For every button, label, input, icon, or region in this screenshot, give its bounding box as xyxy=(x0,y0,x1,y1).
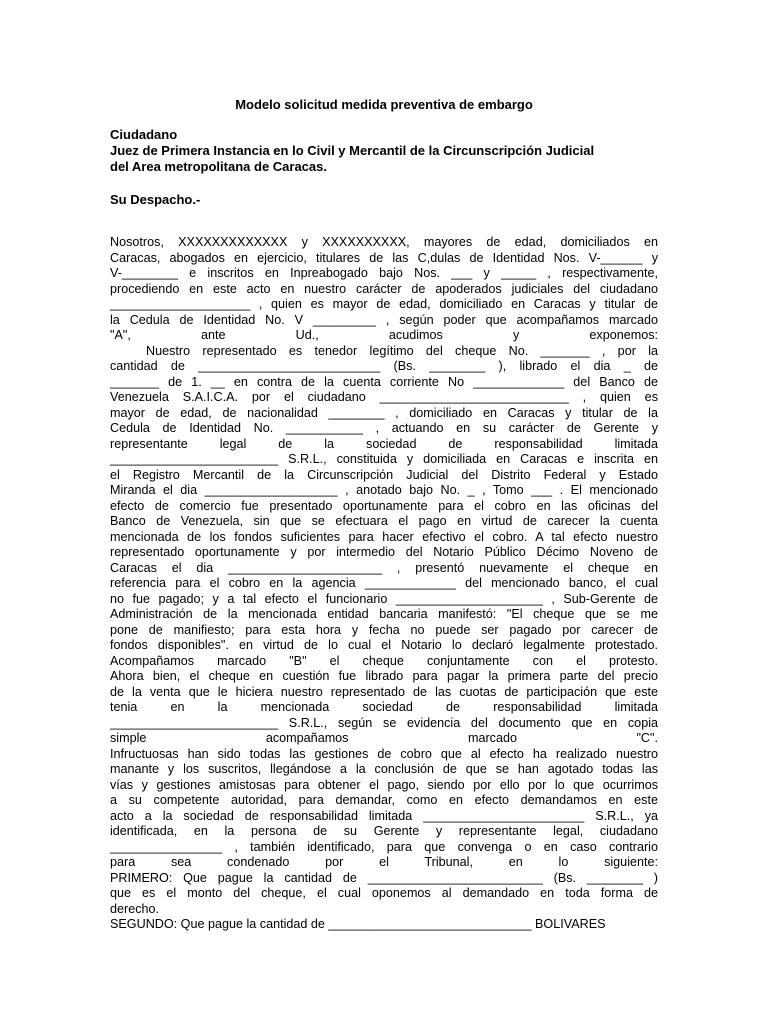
body-line: SEGUNDO: Que pague la cantidad de _____________________________ BOLIVARES xyxy=(110,917,606,931)
addressee-line: Juez de Primera Instancia en lo Civil y Mercantil de la Circunscripción Judicial xyxy=(110,143,595,158)
body-line: representado oportunamente y por intermedio del Notario Público Décimo Noveno de xyxy=(110,545,658,559)
body-line: de la venta que le hiciera nuestro representado de las cuotas de participación que este xyxy=(110,684,658,699)
body-line: que es el monto del cheque, el cual oponemos al demandado en toda forma de xyxy=(110,886,658,900)
body-line: el Registro Mercantil de la Circunscripción Judicial del Distrito Federal y Estado xyxy=(110,467,658,482)
body-line: PRIMERO: Que pague la cantidad de _________________________ (Bs. ________ ) xyxy=(110,870,658,885)
body-line: Infructuosas han sido todas las gestiones de cobro que al efecto ha realizado nuestro xyxy=(110,746,658,761)
body-line: V-________ e inscritos en Inpreabogado bajo Nos. ___ y _____ , respectivamente, xyxy=(110,266,658,280)
body-line: identificada, en la persona de su Gerente y representante legal, ciudadano xyxy=(110,824,658,838)
body-line: Cedula de Identidad No. ___________ , actuando en su carácter de Gerente y xyxy=(110,421,658,435)
body-line: ________________________ S.R.L., según se evidencia del documento que en copia xyxy=(110,715,658,730)
body-line: ____________________ , quien es mayor de edad, domiciliado en Caracas y titular de xyxy=(110,297,658,311)
body-line: referencia para el cobro en la agencia _____________ del mencionado banco, el cual xyxy=(110,576,658,590)
body-line: representante legal de la sociedad de responsabilidad limitada xyxy=(110,436,658,451)
body-line: vías y gestiones amistosas para obtener el pago, siendo por ello por lo que ocurrimos xyxy=(110,777,658,792)
addressee-line: del Area metropolitana de Caracas. xyxy=(110,159,327,174)
body-text xyxy=(110,235,658,933)
body-line: fondos disponibles". en virtud de lo cual el Notario lo declaró legalmente protestado. xyxy=(110,638,658,652)
body-line: efecto de comercio fue presentado oportunamente para el cobro en las oficinas del xyxy=(110,498,658,513)
body-line: "A", ante Ud., acudimos y exponemos: xyxy=(110,328,658,342)
body-line: tenia en la mencionada sociedad de responsabilidad limitada xyxy=(110,700,658,714)
body-line: pone de manifiesto; para esta hora y fecha no puede ser pagado por carecer de xyxy=(110,622,658,637)
body-line: Venezuela S.A.I.C.A. por el ciudadano ___________________________ , quien es xyxy=(110,390,658,404)
body-line: acto a la sociedad de responsabilidad limitada _______________________ S.R.L., ya xyxy=(110,808,658,823)
body-line: ________________________ S.R.L., constituida y domiciliada en Caracas e inscrita en xyxy=(110,452,658,466)
body-line: a su competente autoridad, para demandar, como en efecto demandamos en este xyxy=(110,793,658,807)
addressee-block xyxy=(110,127,658,175)
body-line: Caracas el dia ______________________ , presentó nuevamente el cheque en xyxy=(110,560,658,575)
body-line: ________________ , también identificado, para que convenga o en caso contrario xyxy=(110,839,658,854)
body-line: Nuestro representado es tenedor legítimo del cheque No. _______ , por la xyxy=(146,343,658,358)
body-line: procediendo en este acto en nuestro carácter de apoderados judiciales del ciudadano xyxy=(110,281,658,296)
body-line: Banco de Venezuela, sin que se efectuara el pago en virtud de carecer la cuenta xyxy=(110,514,658,528)
body-line: para sea condenado por el Tribunal, en lo siguiente: xyxy=(110,855,658,869)
body-line: mayor de edad, de nacionalidad ________ , domiciliado en Caracas y titular de la xyxy=(110,405,658,420)
addressee-line: Ciudadano xyxy=(110,127,178,142)
body-line: _______ de 1. __ en contra de la cuenta corriente No _____________ del Banco de xyxy=(110,374,658,389)
body-line: simple acompañamos marcado "C". xyxy=(110,731,658,745)
body-line: Nosotros, XXXXXXXXXXXXX y XXXXXXXXXX, mayores de edad, domiciliados en xyxy=(110,235,658,249)
body-line: derecho. xyxy=(110,901,160,916)
body-line: Miranda el dia ___________________ , anotado bajo No. _ , Tomo ___ . El mencionado xyxy=(110,483,658,497)
body-line: Administración de la mencionada entidad bancaria manifestó: "El cheque que se me xyxy=(110,607,658,621)
body-line: la Cedula de Identidad No. V _________ , según poder que acompañamos marcado xyxy=(110,312,658,327)
document-title: Modelo solicitud medida preventiva de embargo xyxy=(235,97,533,112)
body-line: cantidad de __________________________ (Bs. ________ ), librado el dia _ de xyxy=(110,359,658,373)
body-line: Caracas, abogados en ejercicio, titulares de las C,dulas de Identidad Nos. V-______ y xyxy=(110,250,658,265)
body-line: mencionada de los fondos suficientes para hacer efectivo el cobro. A tal efecto nuestro xyxy=(110,529,658,544)
body-line: manante y los suscritos, llegándose a la conclusión de que se han agotado todas las xyxy=(110,762,658,776)
salutation: Su Despacho.- xyxy=(110,192,201,207)
body-line: Acompañamos marcado "B" el cheque conjuntamente con el protesto. xyxy=(110,653,658,668)
body-line: no fue pagado; y a tal efecto el funcionario _____________________ , Sub-Gerente de xyxy=(110,591,658,606)
body-line: Ahora bien, el cheque en cuestión fue librado para pagar la primera parte del precio xyxy=(110,669,658,683)
